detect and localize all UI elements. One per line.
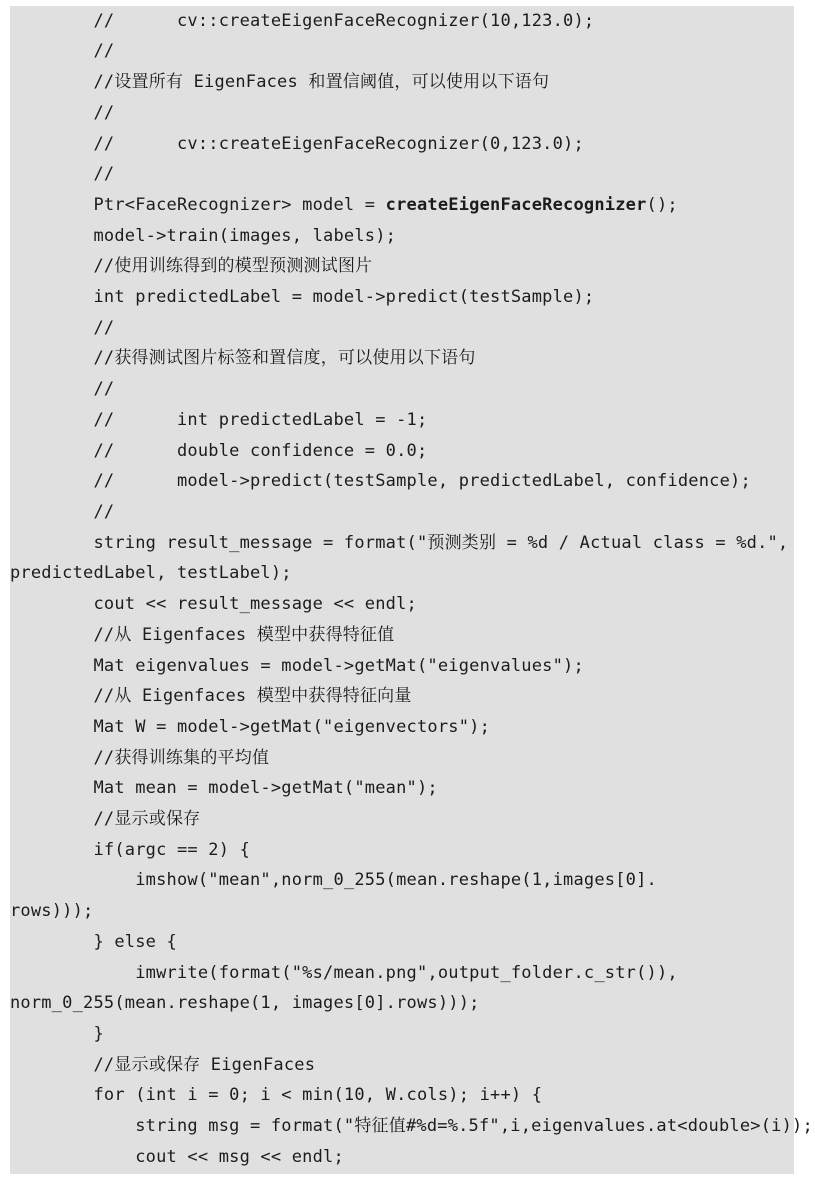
code-line: rows))); — [10, 901, 94, 921]
code-line: //获得训练集的平均值 — [10, 748, 270, 768]
code-line — [10, 190, 678, 220]
code-line: } — [10, 1024, 104, 1044]
code-line: // cv::createEigenFaceRecognizer(10,123.0); — [10, 11, 595, 31]
code-line: // int predictedLabel = -1; — [10, 410, 428, 430]
code-line: // — [10, 502, 115, 522]
code-line: Mat eigenvalues = model->getMat("eigenvalues"); — [10, 656, 584, 676]
code-line: string result_message = format("预测类别 = %d / Actual class = %d.", — [10, 533, 789, 553]
code-line: //获得测试图片标签和置信度，可以使用以下语句 — [10, 348, 476, 368]
code-line: cout << result_message << endl; — [10, 594, 417, 614]
code-line: cout << msg << endl; — [10, 1147, 344, 1167]
code-line: Mat mean = model->getMat("mean"); — [10, 778, 438, 798]
code-line: // — [10, 379, 115, 399]
code-text: (); — [646, 195, 678, 215]
code-line: model->train(images, labels); — [10, 226, 397, 246]
code-line: //从 Eigenfaces 模型中获得特征值 — [10, 625, 395, 645]
code-line: // cv::createEigenFaceRecognizer(0,123.0); — [10, 134, 584, 154]
code-line: //从 Eigenfaces 模型中获得特征向量 — [10, 686, 412, 706]
code-line: //使用训练得到的模型预测测试图片 — [10, 256, 373, 276]
code-line: int predictedLabel = model->predict(testSample); — [10, 287, 595, 307]
code-listing — [10, 6, 813, 1174]
code-line: string msg = format("特征值#%d=%.5f",i,eigenvalues.at<double>(i)); — [10, 1116, 813, 1136]
code-line: // — [10, 41, 115, 61]
code-line: // — [10, 164, 115, 184]
code-line: // double confidence = 0.0; — [10, 441, 428, 461]
code-line: //显示或保存 EigenFaces — [10, 1055, 316, 1075]
code-bold-call: createEigenFaceRecognizer — [385, 195, 647, 215]
code-line: //显示或保存 — [10, 809, 201, 829]
code-text: Ptr<FaceRecognizer> model = — [10, 195, 386, 215]
code-line: //设置所有 EigenFaces 和置信阈值，可以使用以下语句 — [10, 72, 550, 92]
code-line: for (int i = 0; i < min(10, W.cols); i++) { — [10, 1085, 543, 1105]
code-line: if(argc == 2) { — [10, 840, 251, 860]
code-line: predictedLabel, testLabel); — [10, 563, 292, 583]
code-line: imwrite(format("%s/mean.png",output_folder.c_str()), — [10, 963, 678, 983]
code-line: // — [10, 103, 115, 123]
code-line: // model->predict(testSample, predictedLabel, confidence); — [10, 471, 751, 491]
code-line: norm_0_255(mean.reshape(1, images[0].rows))); — [10, 993, 480, 1013]
code-line: // — [10, 318, 115, 338]
code-line: } else { — [10, 932, 177, 952]
code-line: imshow("mean",norm_0_255(mean.reshape(1,images[0]. — [10, 870, 657, 890]
code-line: Mat W = model->getMat("eigenvectors"); — [10, 717, 491, 737]
